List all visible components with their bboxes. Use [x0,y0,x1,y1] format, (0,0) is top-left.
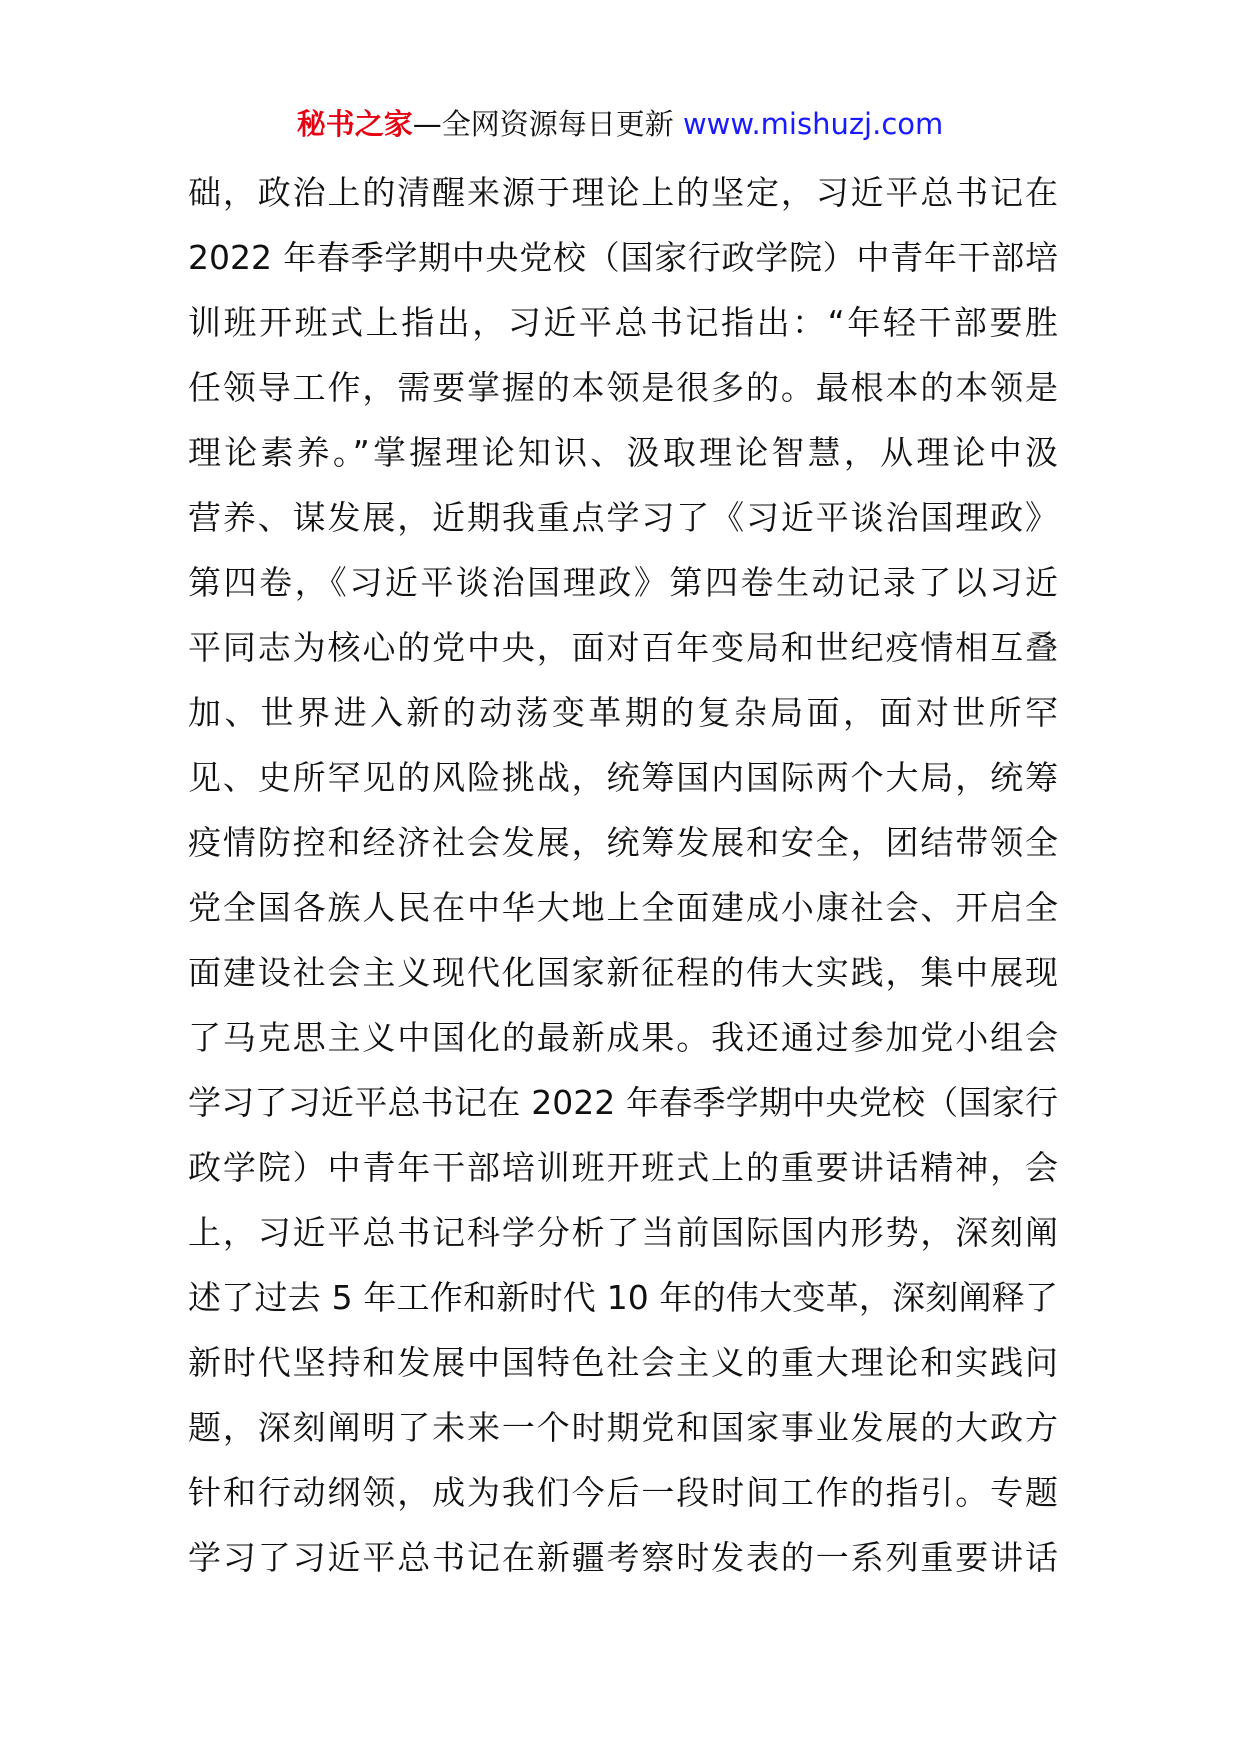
text-line: 题，深刻阐明了未来一个时期党和国家事业发展的大政方 [188,1408,1058,1447]
page-header [0,102,1240,146]
text-line: 学习了习近平总书记在 2022 年春季学期中央党校（国家行 [188,1083,1058,1122]
text-line: 平同志为核心的党中央，面对百年变局和世纪疫情相互叠 [188,628,1058,667]
text-line: 上，习近平总书记科学分析了当前国际国内形势，深刻阐 [188,1213,1058,1252]
text-line: 2022 年春季学期中央党校（国家行政学院）中青年干部培 [188,238,1058,277]
text-line: 面建设社会主义现代化国家新征程的伟大实践，集中展现 [188,953,1058,992]
document-body [188,160,1058,1590]
text-line: 了马克思主义中国化的最新成果。我还通过参加党小组会 [188,1018,1058,1057]
text-line: 理论素养。”掌握理论知识、汲取理论智慧，从理论中汲 [188,433,1058,472]
text-line: 党全国各族人民在中华大地上全面建成小康社会、开启全 [188,888,1058,927]
text-line: 学习了习近平总书记在新疆考察时发表的一系列重要讲话 [188,1538,1058,1577]
text-line: 见、史所罕见的风险挑战，统筹国内国际两个大局，统筹 [188,758,1058,797]
text-line: 训班开班式上指出，习近平总书记指出：“年轻干部要胜 [188,303,1058,342]
text-line: 第四卷，《习近平谈治国理政》第四卷生动记录了以习近 [188,563,1058,602]
text-line: 营养、谋发展，近期我重点学习了《习近平谈治国理政》 [188,498,1058,537]
brand-name: 秘书之家 [296,107,413,141]
header-tagline: —全网资源每日更新 [412,107,674,141]
text-line: 针和行动纲领，成为我们今后一段时间工作的指引。专题 [188,1473,1058,1512]
text-line: 加、世界进入新的动荡变革期的复杂局面，面对世所罕 [188,693,1058,732]
text-line: 任领导工作，需要掌握的本领是很多的。最根本的本领是 [188,368,1058,407]
site-url-link[interactable]: www.mishuzj.com [682,107,944,141]
text-line: 新时代坚持和发展中国特色社会主义的重大理论和实践问 [188,1343,1058,1382]
text-line: 础，政治上的清醒来源于理论上的坚定，习近平总书记在 [188,173,1058,212]
text-line: 政学院）中青年干部培训班开班式上的重要讲话精神，会 [188,1148,1058,1187]
text-line: 疫情防控和经济社会发展，统筹发展和安全，团结带领全 [188,823,1058,862]
text-line: 述了过去 5 年工作和新时代 10 年的伟大变革，深刻阐释了 [188,1278,1058,1317]
